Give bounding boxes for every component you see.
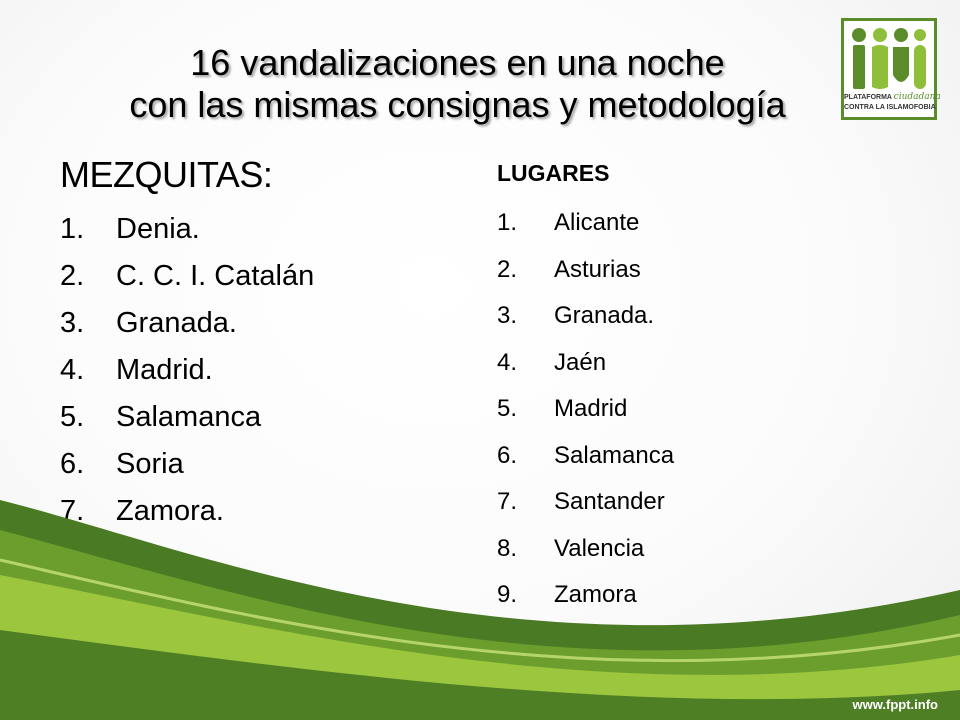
- list-item: [60, 347, 314, 394]
- list-item-number: 3.: [60, 307, 85, 339]
- list-item-number: 7.: [497, 488, 518, 515]
- list-item-number: 5.: [60, 401, 85, 433]
- list-item-label: Alicante: [554, 209, 640, 236]
- list-item: [60, 300, 314, 347]
- logo-word-plataforma: PLATAFORMA: [844, 94, 892, 101]
- list-item-number: 1.: [60, 213, 85, 245]
- list-item-label: Zamora.: [116, 495, 224, 527]
- list-item-label: Granada.: [554, 302, 655, 329]
- list-item: [60, 394, 314, 441]
- list-item-number: 2.: [60, 260, 85, 292]
- list-item-label: Santander: [554, 488, 665, 515]
- list-item-label: Valencia: [554, 534, 645, 562]
- slide-title: [0, 42, 915, 126]
- list-item-number: 2.: [497, 255, 518, 283]
- title-line-2: con las mismas consignas y metodología: [129, 84, 786, 125]
- list-item-label: Madrid: [554, 395, 628, 422]
- list-item-label: Asturias: [554, 255, 641, 283]
- list-item-label: Soria: [116, 448, 184, 480]
- list-item-label: Granada.: [116, 307, 237, 339]
- list-item-number: 8.: [497, 534, 518, 562]
- list-item-number: 4.: [60, 354, 85, 386]
- list-item-number: 5.: [497, 395, 518, 422]
- list-item: [497, 247, 674, 294]
- list-item: [497, 340, 674, 387]
- list-item-label: Madrid.: [116, 354, 213, 386]
- list-item-label: C. C. I. Catalán: [116, 260, 315, 292]
- logo-text-line-1: [844, 92, 941, 102]
- list-item: [60, 253, 314, 300]
- list-item-number: 6.: [60, 448, 85, 480]
- list-item: [60, 206, 314, 253]
- list-item: [497, 293, 674, 340]
- list-item-label: Jaén: [554, 348, 607, 376]
- list-item: [497, 386, 674, 433]
- list-item-label: Salamanca: [554, 441, 675, 469]
- footer-url: www.fppt.info: [852, 697, 938, 712]
- green-swoosh-decoration: [0, 440, 960, 720]
- list-item-number: 3.: [497, 302, 518, 329]
- list-item-number: 9.: [497, 581, 518, 608]
- list-item-label: Salamanca: [116, 401, 262, 433]
- lugares-heading: LUGARES: [497, 160, 610, 186]
- list-item-number: 4.: [497, 348, 518, 376]
- platform-logo: [841, 18, 941, 120]
- list-item-number: 6.: [497, 441, 518, 469]
- list-item-label: Zamora: [554, 581, 637, 608]
- logo-figures-icon: [850, 25, 928, 91]
- mezquitas-heading: MEZQUITAS:: [60, 154, 273, 195]
- list-item-number: 1.: [497, 209, 518, 236]
- logo-word-ciudadana: ciudadana: [893, 92, 941, 102]
- logo-text-line-2: CONTRA LA ISLAMOFOBIA: [844, 104, 936, 111]
- list-item: [497, 200, 674, 247]
- list-item-number: 7.: [60, 495, 85, 527]
- title-line-1: 16 vandalizaciones en una noche: [190, 42, 725, 83]
- list-item-label: Denia.: [116, 213, 200, 245]
